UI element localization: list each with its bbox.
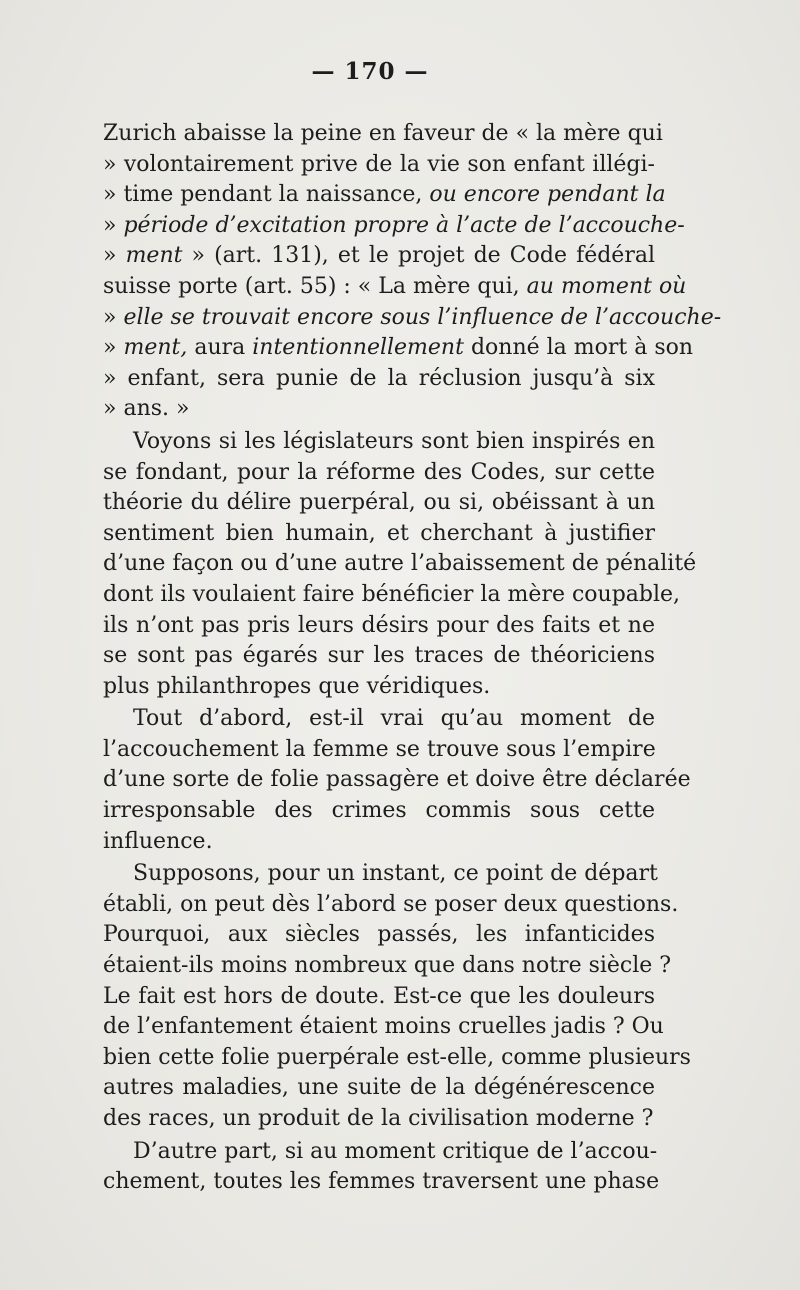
italic-text: ment — [125, 243, 183, 269]
text-run: dont ils voulaient faire bénéficier la mère coupable, — [103, 581, 681, 607]
text-run: » ans. » — [103, 396, 190, 422]
text-run: » time pendant la naissance, — [103, 182, 430, 208]
text-run: suisse porte (art. 55) : « La mère qui, — [103, 273, 527, 299]
paragraph — [103, 859, 691, 1134]
text-line — [103, 796, 655, 827]
text-run: irresponsable des crimes commis sous cette — [103, 798, 655, 824]
text-line — [103, 519, 655, 550]
text-run: » (art. 131), et le projet de Code fédéral — [182, 243, 655, 269]
text-run: » volontairement prive de la vie son enfant illégi- — [103, 151, 655, 177]
text-line — [103, 951, 672, 982]
text-run: chement, toutes les femmes traversent une phase — [103, 1169, 660, 1195]
text-line — [103, 303, 722, 334]
text-run: se fondant, pour la réforme des Codes, sur cette — [103, 459, 655, 485]
text-line — [103, 672, 655, 703]
text-run: bien cette folie puerpérale est-elle, comme plusieurs — [103, 1044, 691, 1070]
text-line — [103, 1167, 660, 1198]
text-run: Le fait est hors de doute. Est-ce que les douleurs — [103, 983, 655, 1009]
text-run: sentiment bien humain, et cherchant à justifier — [103, 520, 655, 546]
italic-text: au moment où — [526, 273, 687, 299]
paragraph — [103, 119, 722, 425]
text-line — [103, 827, 655, 858]
text-run: ils n’ont pas pris leurs désirs pour des faits et ne — [103, 612, 655, 638]
text-line — [103, 1043, 691, 1074]
text-line — [103, 1137, 658, 1168]
text-line — [103, 580, 681, 611]
text-run: autres maladies, une suite de la dégénérescence — [103, 1075, 655, 1101]
text-line — [103, 641, 655, 672]
text-line — [103, 241, 655, 272]
text-run: Supposons, pour un instant, ce point de départ — [133, 861, 658, 887]
text-run: Pourquoi, aux siècles passés, les infanticides — [103, 922, 655, 948]
text-run: » — [103, 304, 124, 330]
text-line — [103, 150, 655, 181]
text-run: donné la mort à son — [463, 335, 694, 361]
text-line — [103, 427, 655, 458]
text-line — [103, 333, 694, 364]
text-line — [103, 1073, 655, 1104]
text-run: Voyons si les législateurs sont bien inspirés en — [133, 428, 655, 454]
text-run: d’une façon ou d’une autre l’abaissement de pénalité — [103, 551, 697, 577]
text-line — [103, 1012, 664, 1043]
italic-text: ou encore pendant la — [429, 182, 666, 208]
text-line — [103, 488, 655, 519]
body-text — [103, 119, 722, 1198]
text-run: l’accouchement la femme se trouve sous l’empire — [103, 736, 656, 762]
text-line — [103, 458, 655, 489]
italic-text: intentionnellement — [252, 335, 464, 361]
text-run: » — [103, 335, 124, 361]
paragraph — [103, 1137, 660, 1198]
text-run: » enfant, sera punie de la réclusion jusqu’à six — [103, 365, 655, 391]
page-number: — 170 — — [311, 58, 429, 85]
text-run: Zurich abaisse la peine en faveur de « la mère qui — [103, 121, 663, 146]
text-run: d’une sorte de folie passagère et doive être déclarée — [103, 767, 691, 793]
text-run: des races, un produit de la civilisation moderne ? — [103, 1106, 654, 1131]
text-run: établi, on peut dès l’abord se poser deux questions. — [103, 891, 679, 917]
text-run: théorie du délire puerpéral, ou si, obéissant à un — [103, 490, 655, 516]
text-run: étaient-ils moins nombreux que dans notre siècle ? — [103, 953, 672, 979]
text-run: » — [103, 243, 126, 269]
text-run: Tout d’abord, est-il vrai qu’au moment de — [133, 706, 655, 732]
paragraph — [103, 427, 697, 702]
text-run: se sont pas égarés sur les traces de théoriciens — [103, 643, 655, 669]
text-line — [103, 859, 658, 890]
text-line — [103, 394, 655, 425]
text-line — [103, 364, 655, 395]
italic-text: période d’excitation propre à l’acte de l’accouche- — [123, 212, 685, 238]
text-line — [103, 765, 691, 796]
text-line — [103, 119, 663, 150]
text-line — [103, 272, 687, 303]
text-line — [103, 211, 685, 242]
text-line — [103, 549, 697, 580]
text-run: plus philanthropes que véridiques. — [103, 673, 491, 699]
text-run: D’autre part, si au moment critique de l’accou- — [133, 1138, 658, 1164]
text-line — [103, 1104, 655, 1135]
italic-text: elle se trouvait encore sous l’influence de l’accouche- — [123, 304, 722, 330]
text-run: de l’enfantement étaient moins cruelles jadis ? Ou — [103, 1014, 664, 1040]
italic-text: ment, — [123, 335, 188, 361]
text-line — [103, 890, 679, 921]
paragraph — [103, 704, 691, 857]
text-line — [103, 735, 655, 766]
text-line — [103, 982, 655, 1013]
text-line — [103, 611, 655, 642]
text-line — [103, 180, 666, 211]
text-run: influence. — [103, 828, 213, 854]
text-run: aura — [187, 335, 253, 361]
text-run: » — [103, 212, 124, 238]
text-line — [103, 704, 655, 735]
text-line — [103, 920, 655, 951]
